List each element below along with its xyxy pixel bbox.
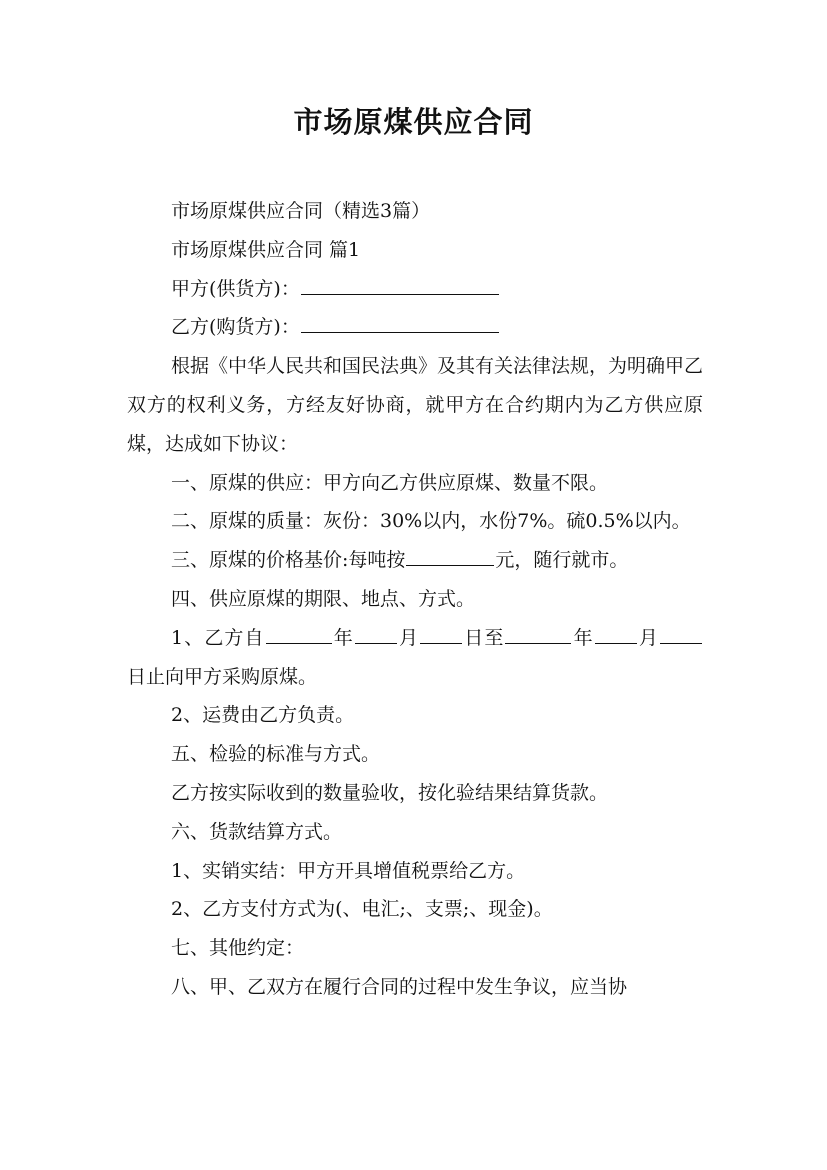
period-prefix: 1、乙方自 — [171, 626, 265, 649]
party-b-line — [127, 308, 703, 347]
clause-7: 七、其他约定： — [171, 937, 305, 960]
clause-5: 五、检验的标准与方式。 — [171, 743, 381, 766]
clause-4: 四、供应原煤的期限、地点、方式。 — [171, 587, 476, 610]
clause-3-suffix: 元，随行就市。 — [495, 549, 629, 572]
party-a-blank — [301, 293, 499, 295]
clause-6: 六、货款结算方式。 — [171, 820, 343, 843]
inspection-line: 乙方按实际收到的数量验收，按化验结果结算货款。 — [171, 781, 609, 804]
clause-3-prefix: 三、原煤的价格基价:每吨按 — [171, 549, 406, 572]
basis-paragraph: 根据《中华人民共和国民法典》及其有关法律法规，为明确甲乙双方的权利义务，方经友好协商，就甲方在合约期内为乙方供应原煤，达成如下协议： — [127, 355, 704, 455]
freight-line: 2、运费由乙方负责。 — [171, 704, 355, 727]
clause-3 — [127, 541, 703, 580]
end-month-blank — [595, 642, 637, 644]
end-day-blank — [660, 642, 702, 644]
end-month-label: 月 — [637, 626, 659, 649]
clause-8: 八、甲、乙双方在履行合同的过程中发生争议，应当协 — [171, 975, 628, 998]
start-day-label: 日至 — [463, 626, 505, 649]
period-line — [127, 619, 703, 697]
settlement-1: 1、实销实结：甲方开具增值税票给乙方。 — [171, 859, 526, 882]
party-a-line — [127, 270, 703, 309]
start-day-blank — [420, 642, 462, 644]
section-heading: 市场原煤供应合同 篇1 — [171, 238, 361, 261]
end-year-label: 年 — [572, 626, 594, 649]
start-month-label: 月 — [397, 626, 420, 649]
party-b-label: 乙方(购货方)： — [171, 316, 300, 339]
document-body — [127, 192, 703, 1007]
end-year-blank — [505, 642, 571, 644]
start-month-blank — [355, 642, 397, 644]
settlement-2: 2、乙方支付方式为(、电汇;、支票;、现金)。 — [171, 898, 553, 921]
start-year-label: 年 — [332, 626, 354, 649]
period-suffix: 日止向甲方采购原煤。 — [127, 665, 318, 688]
document-title: 市场原煤供应合同 — [293, 105, 534, 139]
start-year-blank — [266, 642, 332, 644]
party-b-blank — [301, 331, 499, 333]
price-blank — [406, 564, 494, 566]
clause-1: 一、原煤的供应：甲方向乙方供应原煤、数量不限。 — [171, 471, 609, 494]
clause-2: 二、原煤的质量：灰份：30%以内，水份7%。硫0.5%以内。 — [171, 510, 691, 533]
intro-line: 市场原煤供应合同（精选3篇） — [171, 200, 431, 222]
party-a-label: 甲方(供货方)： — [171, 277, 300, 300]
